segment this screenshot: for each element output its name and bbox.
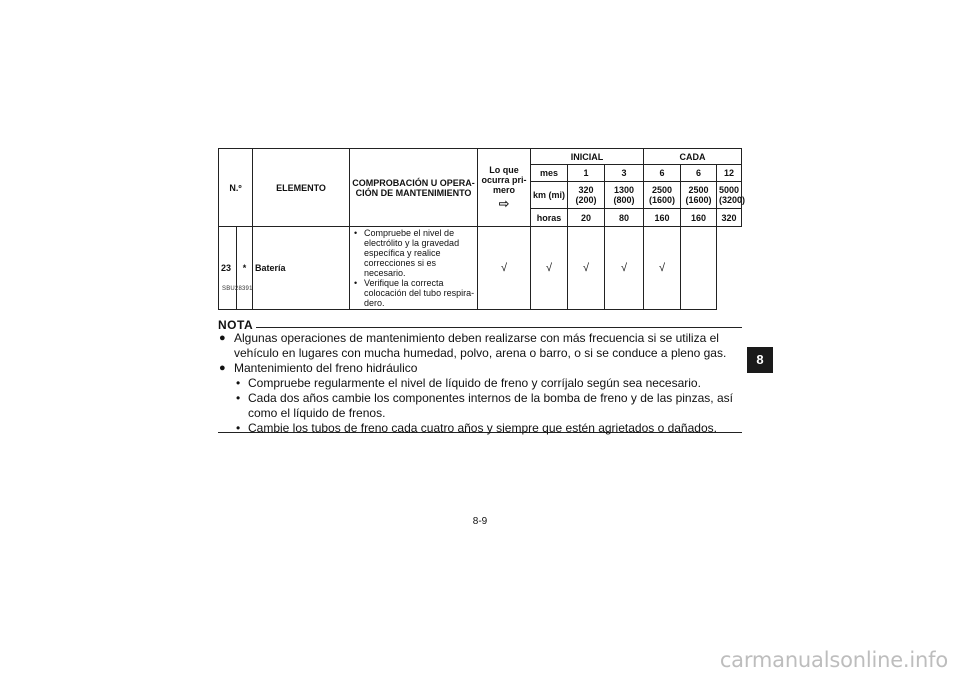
note-text: Cada dos años cambie los componentes internos de la bomba de freno y de las pinzas, así como el líquido de frenos.	[248, 391, 733, 420]
header-number: N.º	[219, 149, 253, 227]
note-text: Compruebe regularmente el nivel de líquido de freno y corríjalo según sea necesario.	[248, 376, 701, 390]
bullet-dot-icon: •	[236, 391, 241, 405]
item-mark: *	[237, 227, 253, 310]
interval-cell: 6	[644, 165, 681, 182]
row-label-hours: horas	[531, 209, 568, 227]
interval-cell: 160	[681, 209, 717, 227]
interval-cell: 2500 (1600)	[681, 182, 717, 209]
note-bullet	[218, 361, 742, 376]
note-text: Mantenimiento del freno hidráulico	[234, 361, 418, 375]
arrow-right-icon: ⇨	[498, 195, 510, 211]
item-name: Batería	[253, 227, 350, 310]
page-number: 8-9	[472, 516, 488, 527]
bullet-dot-icon: •	[236, 421, 241, 435]
header-first	[478, 149, 531, 227]
checkmark-icon: √	[478, 227, 531, 310]
note-title: NOTA	[218, 318, 254, 332]
interval-cell: 320 (200)	[568, 182, 605, 209]
checkmark-icon: √	[644, 227, 681, 310]
note-text: Algunas operaciones de mantenimiento deben realizarse con más frecuencia si se utiliza el vehículo en lugares con mucha humedad, polvo, arena o barro, o si se conduce a pleno gas.	[234, 331, 727, 360]
filled-circle-icon: ●	[219, 332, 226, 344]
note-bullet	[218, 331, 742, 361]
maintenance-table	[218, 148, 746, 310]
interval-cell: 3	[605, 165, 644, 182]
bullet-dot-icon: •	[236, 376, 241, 390]
interval-cell: 1	[568, 165, 605, 182]
header-check: COMPROBACIÓN U OPERA-CIÓN DE MANTENIMIENTO	[350, 149, 478, 227]
checkmark-icon: √	[568, 227, 605, 310]
note-rule-top	[256, 327, 742, 328]
interval-cell: 160	[644, 209, 681, 227]
interval-cell: 320	[717, 209, 742, 227]
header-element: ELEMENTO	[253, 149, 350, 227]
header-initial: INICIAL	[531, 149, 644, 165]
spacer-cell	[681, 227, 717, 310]
header-every: CADA	[644, 149, 742, 165]
reference-code: SBU28391	[222, 286, 253, 292]
chapter-tab: 8	[747, 347, 773, 373]
check-step: • Compruebe el nivel de electrólito y la gravedad específica y realice correcciones si es necesario.	[352, 228, 475, 278]
note-sub-bullet	[218, 376, 742, 391]
filled-circle-icon: ●	[219, 362, 226, 374]
interval-cell: 5000 (3200)	[717, 182, 742, 209]
note-body	[218, 331, 742, 436]
note-text: Cambie los tubos de freno cada cuatro años y siempre que estén agrietados o dañados.	[248, 421, 717, 435]
table-row	[219, 227, 742, 310]
note-sub-bullet	[218, 421, 742, 436]
item-checks	[350, 227, 478, 310]
interval-cell: 12	[717, 165, 742, 182]
interval-cell: 2500 (1600)	[644, 182, 681, 209]
note-sub-bullet	[218, 391, 742, 421]
checkmark-icon: √	[531, 227, 568, 310]
header-first-label: Lo que ocurra pri-mero	[481, 164, 527, 195]
checkmark-icon: √	[605, 227, 644, 310]
watermark: carmanualsonline.info	[719, 648, 948, 672]
item-number: 23	[219, 227, 237, 310]
row-label-distance: km (mi)	[531, 182, 568, 209]
row-label-month: mes	[531, 165, 568, 182]
check-step: • Verifique la correcta colocación del tubo respira-dero.	[352, 278, 475, 308]
note-rule-bottom	[218, 432, 742, 433]
interval-cell: 6	[681, 165, 717, 182]
interval-cell: 1300 (800)	[605, 182, 644, 209]
interval-cell: 80	[605, 209, 644, 227]
interval-cell: 20	[568, 209, 605, 227]
